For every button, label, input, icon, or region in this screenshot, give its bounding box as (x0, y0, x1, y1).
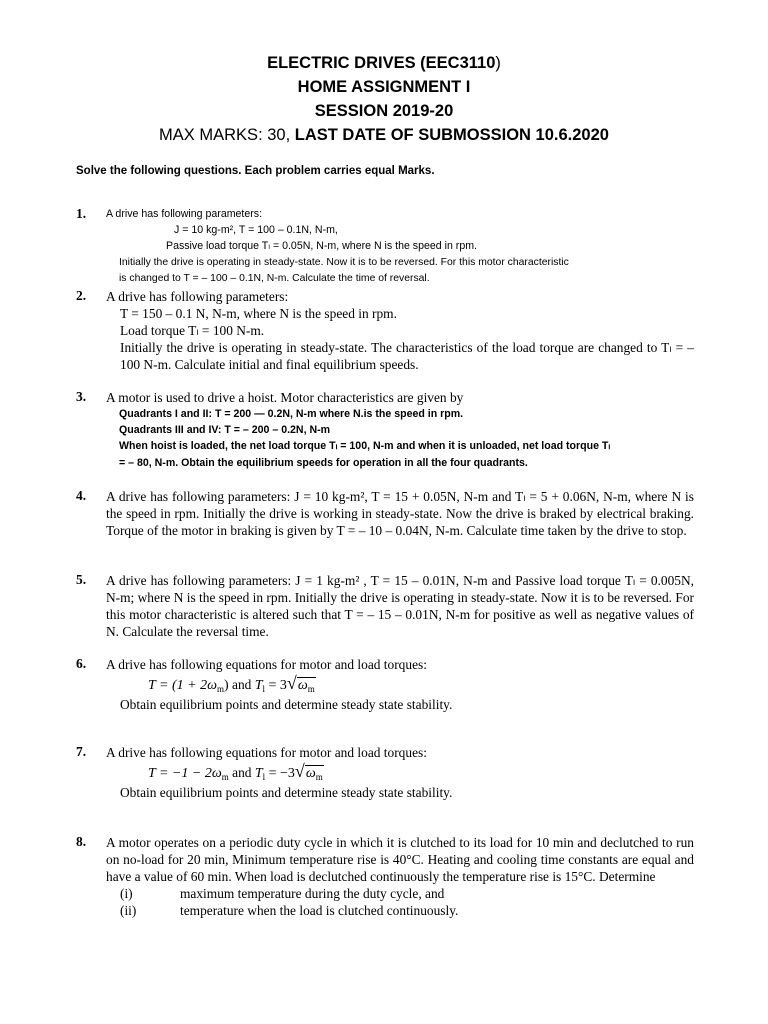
q1-line-4: Initially the drive is operating in steady-state. Now it is to be reversed. For this motor characteristic (119, 256, 569, 268)
q6-line-3: Obtain equilibrium points and determine steady state stability. (120, 697, 453, 712)
q6-line-1: A drive has following equations for motor and load torques: (106, 657, 427, 672)
q1-line-3: Passive load torque Tₗ = 0.05N, N-m, where N is the speed in rpm. (166, 240, 477, 253)
q7-line-3: Obtain equilibrium points and determine steady state stability. (120, 785, 453, 800)
question-number: 8. (76, 834, 87, 849)
question-number: 4. (76, 488, 87, 503)
q3-line-5: = – 80, N-m. Obtain the equilibrium speeds for operation in all the four quadrants. (119, 456, 528, 469)
q8-item: (i) maximum temperature during the duty cycle, and (120, 886, 445, 901)
q7-line-1: A drive has following equations for motor and load torques: (106, 745, 427, 760)
q8-item: (ii) temperature when the load is clutched continuously. (120, 903, 459, 918)
course-title: ELECTRIC DRIVES (EEC3110) (267, 54, 501, 72)
marks-line: MAX MARKS: 30, LAST DATE OF SUBMOSSION 10.6.2020 (159, 126, 609, 144)
question-number: 2. (76, 288, 87, 303)
session-line: SESSION 2019-20 (314, 102, 454, 120)
q1-line-2: J = 10 kg-m², T = 100 – 0.1N, N-m, (174, 224, 338, 237)
q5-text: A drive has following parameters: J = 1 kg-m² , T = 15 – 0.01N, N-m and Passive load torque Tₗ = 0.005N, N-m; where N is the speed in rpm. Initially the drive is operating in steady-state. Now it is to be reversed. For this motor characteristic is altered such that T = – 15 – 0.01N, N-m for positive as well as negative values of N. Calculate the reversal time. (106, 573, 694, 639)
question-number: 7. (76, 744, 87, 759)
q2-line-4: Initially the drive is operating in steady-state. The characteristics of the load torque are changed to Tₗ = – 100 N-m. Calculate initial and final equilibrium speeds. (120, 340, 694, 372)
instruction: Solve the following questions. Each problem carries equal Marks. (76, 165, 435, 177)
q1-line-1: A drive has following parameters: (106, 208, 263, 220)
question-number: 5. (76, 572, 87, 587)
q3-line-3: Quadrants III and IV: T = – 200 – 0.2N, N-m (119, 424, 331, 437)
assignment-title: HOME ASSIGNMENT I (297, 78, 471, 96)
q2-line-3: Load torque Tₗ = 100 N-m. (120, 323, 265, 338)
question-number: 3. (76, 389, 87, 404)
q1-line-5: is changed to T = – 100 – 0.1N, N-m. Calculate the time of reversal. (119, 272, 430, 284)
q7-equation: $T = -1 - 2\omega_m$ and $T_l = -3√\omega_m$ (148, 761, 323, 782)
q3-line-4: When hoist is loaded, the net load torque Tₗ = 100, N-m and when it is unloaded, net load torque Tₗ (119, 440, 611, 453)
q8-text: A motor operates on a periodic duty cycle in which it is clutched to its load for 10 min and declutched to run on no-load for 20 min, Minimum temperature rise is 40°C. Heating and cooling time constants are equal and have a value of 60 min. When load is declutched continuously the temperature rise is 15°C. Determine (106, 835, 694, 884)
question-number: 6. (76, 656, 87, 671)
q4-text: A drive has following parameters: J = 10 kg-m², T = 15 + 0.05N, N-m and Tₗ = 5 + 0.06N, N-m, where N is the speed in rpm. Initially the drive is working in steady-state. Now the drive is braked by electrical braking. Torque of the motor in braking is given by T = – 10 – 0.04N, N-m. Calculate time taken by the drive to stop. (106, 489, 694, 538)
q2-line-2: T = 150 – 0.1 N, N-m, where N is the speed in rpm. (120, 306, 397, 321)
question-number: 1. (76, 206, 87, 221)
q6-equation: $T = (1 + 2\omega_m)$ and $T_l = 3√\omega_m$ (148, 673, 315, 694)
q3-line-2: Quadrants I and II: T = 200 — 0.2N, N-m where N.is the speed in rpm. (119, 408, 464, 420)
q3-line-1: A motor is used to drive a hoist. Motor characteristics are given by (106, 390, 464, 405)
q2-line-1: A drive has following parameters: (106, 289, 289, 304)
